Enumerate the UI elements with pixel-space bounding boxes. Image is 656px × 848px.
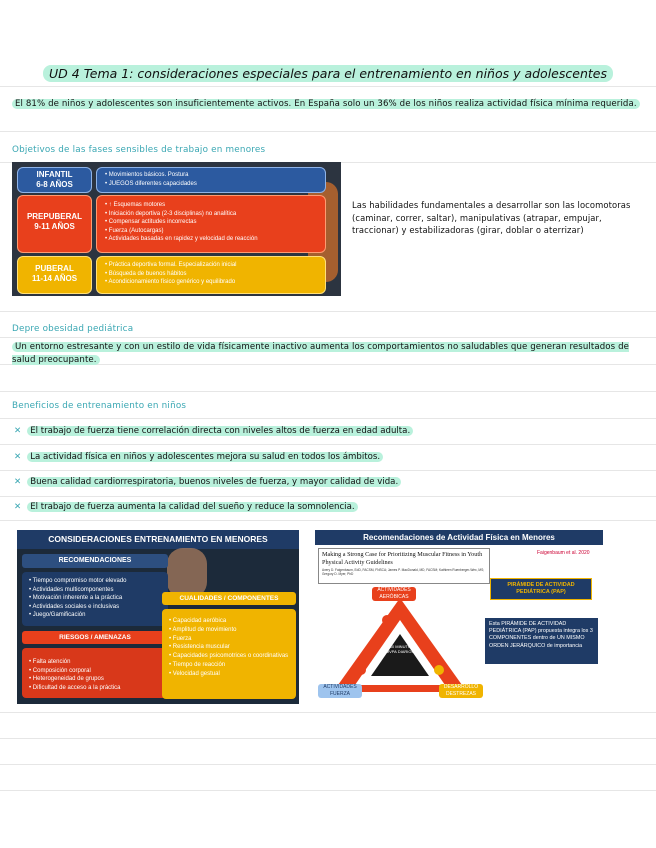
qual-item: • Capacidad aeróbica — [169, 617, 289, 626]
obesidad-heading: Depre obesidad pediátrica — [12, 324, 134, 334]
cross-icon: ✕ — [14, 502, 22, 512]
stage-item: • Actividades basadas en rapidez y velocidad de reacción — [105, 235, 317, 244]
stage-puberal-items — [96, 256, 326, 294]
qual-item: • Velocidad gestual — [169, 670, 289, 679]
stage-puberal-age: 11-14 AÑOS — [31, 274, 78, 283]
beneficio-item — [14, 502, 358, 512]
stage-item: • Fuerza (Autocargas) — [105, 227, 317, 236]
risk-item: • Dificultad de acceso a la práctica — [29, 684, 161, 693]
beneficio-item — [14, 426, 413, 436]
rec-box — [22, 572, 168, 626]
beneficio-text: El trabajo de fuerza tiene correlación directa con niveles altos de fuerza en edad adulta. — [27, 426, 413, 436]
risk-item: • Falta atención — [29, 658, 161, 667]
qual-item: • Resistencia muscular — [169, 643, 289, 652]
page-title — [0, 66, 656, 81]
beneficios-heading: Beneficios de entrenamiento en niños — [12, 401, 187, 411]
habilidades-note: Las habilidades fundamentales a desarrollar son las locomotoras (caminar, correr, saltar), manipulativas (atrapar, empujar, traccionar) y estabilizadoras (girar, doblar o aterrizar) — [352, 200, 631, 235]
beneficio-text: La actividad física en niños y adolescentes mejora su salud en todos los ámbitos. — [27, 452, 383, 462]
tri-right-label: DESARROLLO DESTREZAS — [439, 684, 483, 698]
qual-item: • Fuerza — [169, 635, 289, 644]
stage-infantil-label — [17, 167, 92, 193]
stage-infantil-age: 6-8 AÑOS — [36, 180, 73, 189]
stage-prepuberal-age: 9-11 AÑOS — [34, 222, 75, 231]
tri-top-label: ACTIVIDADES AERÓBICAS — [372, 587, 416, 601]
paper-authors: Avery D. Faigenbaum, EdD, FACSM, FNSCA; James P. MacDonald, MD, FACSM; Kathleen Ruenberger-Wex, MS; Gregory D. Myer, PhD — [322, 568, 485, 576]
cross-icon: ✕ — [14, 452, 22, 462]
stage-prepuberal-items — [96, 195, 326, 253]
beneficio-item — [14, 452, 383, 462]
recomendaciones-slide — [315, 530, 603, 704]
lifter-icon — [356, 665, 366, 675]
stage-puberal-label — [17, 256, 92, 294]
stage-infantil-name: INFANTIL — [36, 170, 73, 179]
stage-item: • Práctica deportiva formal. Especialización inicial — [105, 261, 317, 270]
tri-left-label: ACTIVIDADES FUERZA — [318, 684, 362, 698]
stage-infantil-items — [96, 167, 326, 193]
qual-item: • Tiempo de reacción — [169, 661, 289, 670]
cross-icon: ✕ — [14, 477, 22, 487]
stage-puberal-name: PUBERAL — [35, 264, 74, 273]
obesidad-text: Un entorno estresante y con un estilo de vida físicamente inactivo aumenta los comportamientos no saludables que generan resultados de salud preocupante. — [12, 342, 630, 365]
page-title-text: UD 4 Tema 1: consideraciones especiales para el entrenamiento en niños y adolescentes — [43, 65, 613, 82]
stage-prepuberal-label — [17, 195, 92, 253]
qual-item: • Amplitud de movimiento — [169, 626, 289, 635]
paper-card — [318, 548, 490, 584]
paper-title: Making a Strong Case for Prioritizing Muscular Fitness in Youth Physical Activity Guidelines — [322, 551, 483, 566]
stage-item: • Búsqueda de buenos hábitos — [105, 270, 317, 279]
intro-paragraph — [12, 98, 642, 111]
stage-prepuberal-name: PREPUBERAL — [26, 212, 83, 221]
stage-item: • JUEGOS diferentes capacidades — [105, 180, 317, 189]
rec-item: • Motivación inherente a la práctica — [29, 594, 161, 603]
objetivos-heading: Objetivos de las fases sensibles de trabajo en menores — [12, 145, 266, 155]
stage-item: • ↑ Esquemas motores — [105, 201, 317, 210]
obesidad-paragraph — [12, 341, 642, 367]
jumper-icon — [434, 665, 444, 675]
tri-center-label: ≥ 60 MINUTOS MVPA DIARIOS — [385, 644, 415, 654]
risk-item: • Composición corporal — [29, 667, 161, 676]
stage-item: • Compensar actitudes incorrectas — [105, 218, 317, 227]
stage-item: • Acondicionamiento físico genérico y equilibrado — [105, 278, 317, 287]
consideraciones-slide — [17, 530, 299, 704]
rec-item: • Actividades multicomponentes — [29, 586, 161, 595]
stage-item: • Iniciación deportiva (2-3 disciplinas) no analítica — [105, 210, 317, 219]
runner-icon — [382, 615, 392, 625]
qual-title: CUALIDADES / COMPONENTES — [162, 592, 296, 605]
beneficio-text: El trabajo de fuerza aumenta la calidad del sueño y reduce la somnolencia. — [27, 502, 357, 512]
rec-item: • Tiempo compromiso motor elevado — [29, 577, 161, 586]
cross-icon: ✕ — [14, 426, 22, 436]
risk-title: RIESGOS / AMENAZAS — [22, 631, 168, 644]
stage-item: • Movimientos básicos. Postura — [105, 171, 317, 180]
rec-item: • Actividades sociales e inclusivas — [29, 603, 161, 612]
citation: Faigenbaum et al. 2020 — [537, 550, 590, 556]
pap-label: PIRÁMIDE DE ACTIVIDAD PEDIÁTRICA (PAP) — [490, 578, 592, 600]
risk-item: • Heterogeneidad de grupos — [29, 675, 161, 684]
qual-item: • Capacidades psicomotrices o coordinativas — [169, 652, 289, 661]
objetivos-slide — [12, 162, 341, 296]
pap-description: Esta PIRÁMIDE DE ACTIVIDAD PEDIÁTRICA (PAP) propuesta integra los 3 COMPONENTES dentro de UN MISMO ORDEN JERÁRQUICO de importancia — [485, 618, 598, 664]
qual-box — [162, 609, 296, 699]
child-photo — [167, 548, 207, 598]
beneficio-item — [14, 477, 401, 487]
slide1-title: CONSIDERACIONES ENTRENAMIENTO EN MENORES — [17, 530, 299, 549]
rec-title: RECOMENDACIONES — [22, 554, 168, 568]
slide2-title: Recomendaciones de Actividad Física en Menores — [315, 530, 603, 545]
beneficio-text: Buena calidad cardiorrespiratoria, buenos niveles de fuerza, y mayor calidad de vida. — [27, 477, 401, 487]
risk-box — [22, 648, 168, 698]
intro-text: El 81% de niños y adolescentes son insuficientemente activos. En España solo un 36% de los niños realiza actividad física mínima requerida. — [12, 99, 640, 109]
rec-item: • Juego/Gamificación — [29, 611, 161, 620]
